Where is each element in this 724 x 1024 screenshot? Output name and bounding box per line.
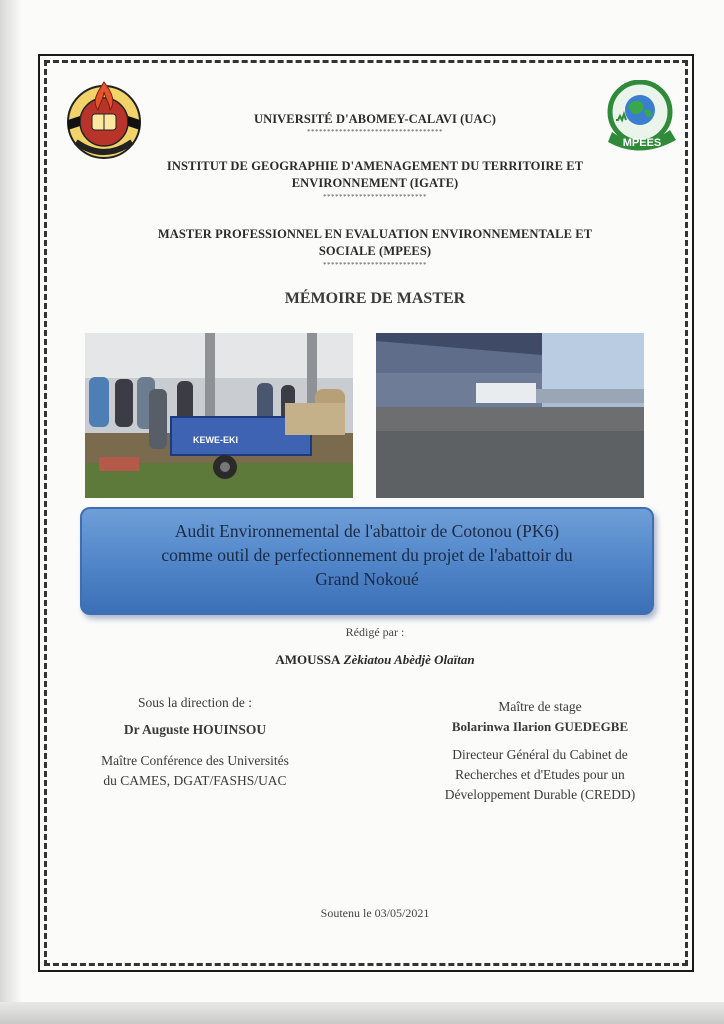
thesis-title-line1: Audit Environnemental de l'abattoir de Cotonou (PK6) xyxy=(174,521,560,541)
author-label: Rédigé par : xyxy=(345,625,405,639)
program-name-line2: SOCIALE (MPEES) xyxy=(318,244,432,258)
vehicle-text: KEWE-EKI xyxy=(193,435,238,445)
photo-abattoir-crowd xyxy=(85,333,353,498)
director-name: Dr Auguste HOUINSOU xyxy=(123,722,267,737)
supervisor-name: Bolarinwa Ilarion GUEDEGBE xyxy=(451,719,629,734)
university-name: UNIVERSITÉ D'ABOMEY-CALAVI (UAC) xyxy=(253,112,497,126)
defense-date: Soutenu le 03/05/2021 xyxy=(320,906,430,920)
thesis-title-line3: Grand Nokoué xyxy=(315,569,419,589)
supervisor-role-line2: Recherches et d'Etudes pour un xyxy=(455,767,625,782)
separator-stars: ************************** xyxy=(323,261,427,269)
mpees-logo-text: MPEES xyxy=(622,137,662,149)
director-role-line2: du CAMES, DGAT/FASHS/UAC xyxy=(103,773,287,788)
photo-abattoir-building xyxy=(376,333,644,498)
separator-stars: ************************** xyxy=(323,193,427,201)
institute-name-line2: ENVIRONNEMENT (IGATE) xyxy=(291,176,459,190)
director-role-line1: Maître Conférence des Universités xyxy=(101,753,289,768)
thesis-title-line2: comme outil de perfectionnement du projet de l'abattoir du xyxy=(161,545,573,565)
program-name-line1: MASTER PROFESSIONNEL EN EVALUATION ENVIRONNEMENTALE ET xyxy=(157,227,593,241)
director-label: Sous la direction de : xyxy=(138,695,252,710)
institute-name-line1: INSTITUT DE GEOGRAPHIE D'AMENAGEMENT DU TERRITOIRE ET xyxy=(166,159,584,173)
supervisor-label: Maître de stage xyxy=(498,699,582,714)
author-first-name: Zèkiatou Abèdjè Olaïtan xyxy=(343,652,475,667)
document-type-heading: MÉMOIRE DE MASTER xyxy=(284,290,466,307)
separator-stars: ********************************** xyxy=(307,128,443,136)
thesis-title-box xyxy=(80,507,654,615)
author-name xyxy=(90,652,660,668)
author-last-name: AMOUSSA xyxy=(275,652,341,667)
supervisor-role-line3: Développement Durable (CREDD) xyxy=(444,787,636,802)
scan-bottom-edge xyxy=(0,1002,724,1024)
scan-edge-shadow xyxy=(0,0,22,1024)
supervisor-role-line1: Directeur Général du Cabinet de xyxy=(452,747,628,762)
